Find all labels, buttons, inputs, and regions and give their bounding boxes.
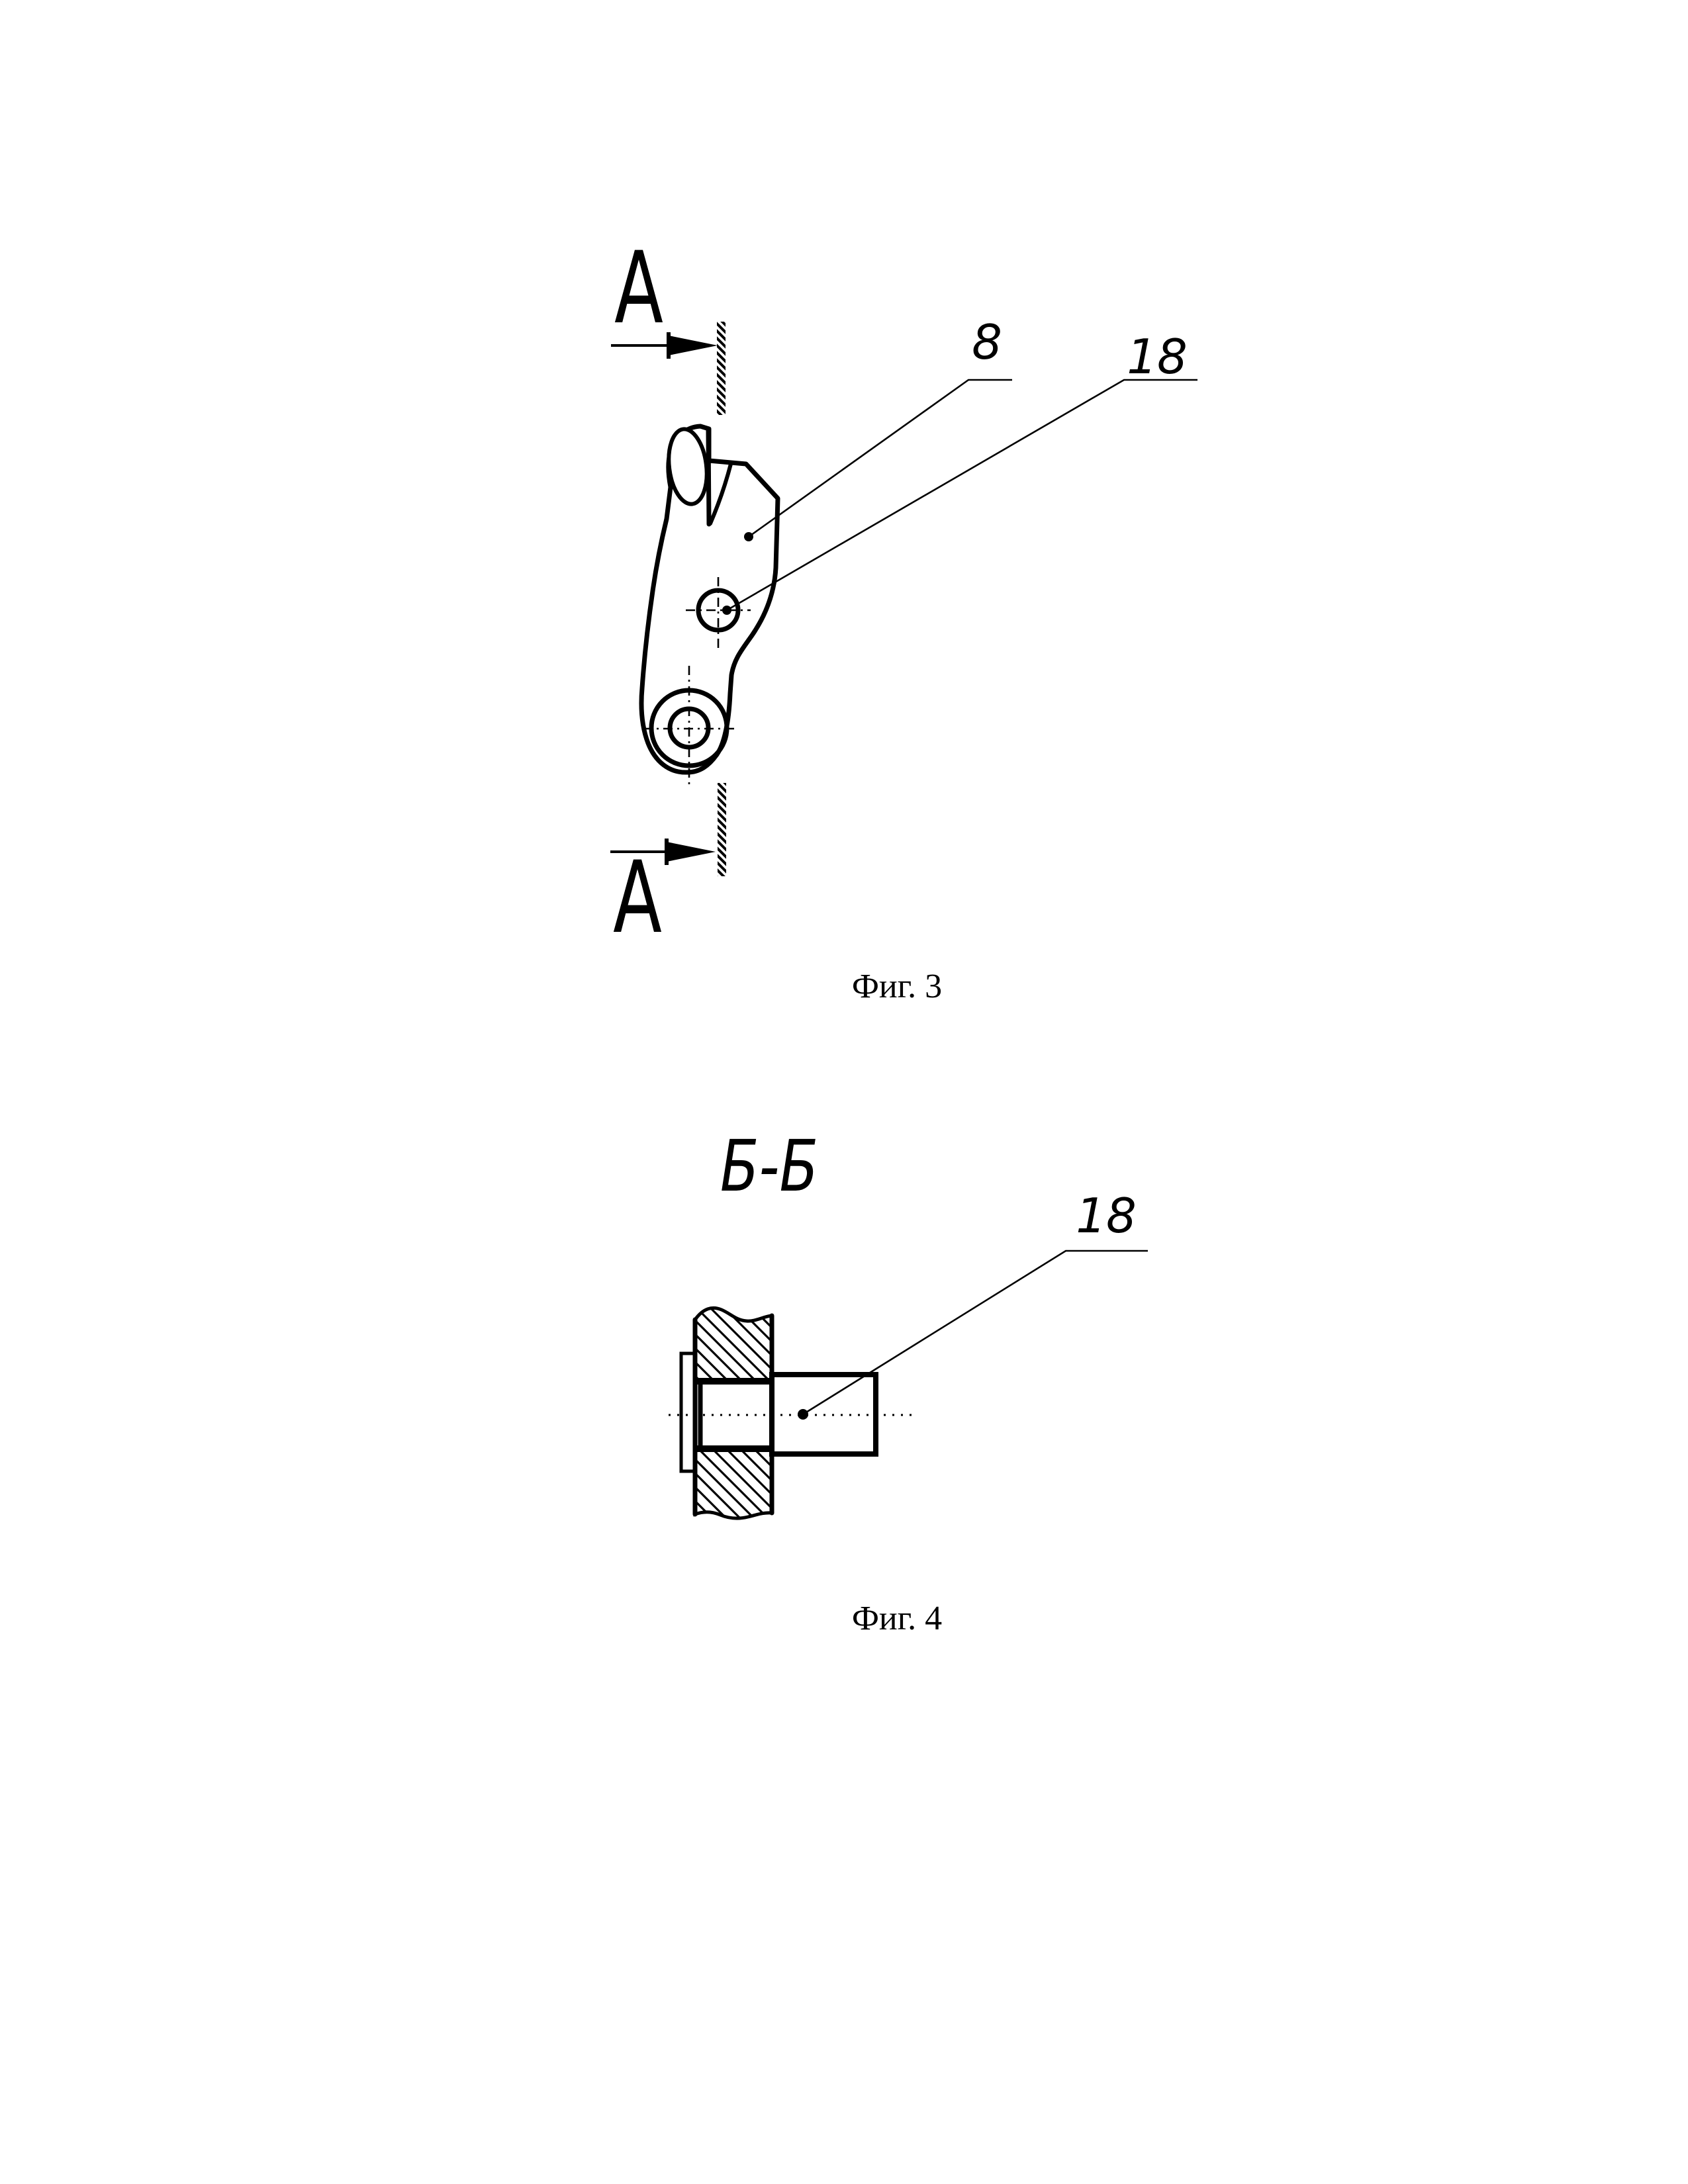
figure-4-caption: Фиг. 4 — [851, 1600, 943, 1637]
leader-dot-18 — [722, 606, 731, 615]
part-label-18: 18 — [1127, 329, 1188, 385]
section-arrow-head-bottom — [667, 842, 716, 862]
leader-dot-18-fig4 — [798, 1409, 808, 1420]
part-label-8: 8 — [972, 314, 1002, 370]
figure-4 — [669, 1125, 1148, 1637]
wall-section-upper — [695, 1308, 772, 1381]
section-marker-a-top: A — [614, 230, 663, 346]
section-view-title: Б-Б — [720, 1124, 819, 1208]
figure-3 — [610, 230, 1197, 1005]
section-arrow-head-top — [669, 336, 718, 355]
wall-section-lower — [695, 1449, 772, 1518]
section-marker-a-bottom: A — [613, 840, 662, 956]
section-plane-tick-bottom — [718, 783, 726, 876]
leader-line-18 — [727, 380, 1197, 610]
leader-line-8 — [749, 380, 1012, 537]
figure-3-caption: Фиг. 3 — [851, 968, 943, 1005]
claw-slot-edge — [708, 430, 709, 524]
leader-dot-8 — [744, 532, 753, 541]
part-label-18-fig4: 18 — [1076, 1188, 1137, 1244]
section-plane-tick-top — [717, 322, 726, 415]
